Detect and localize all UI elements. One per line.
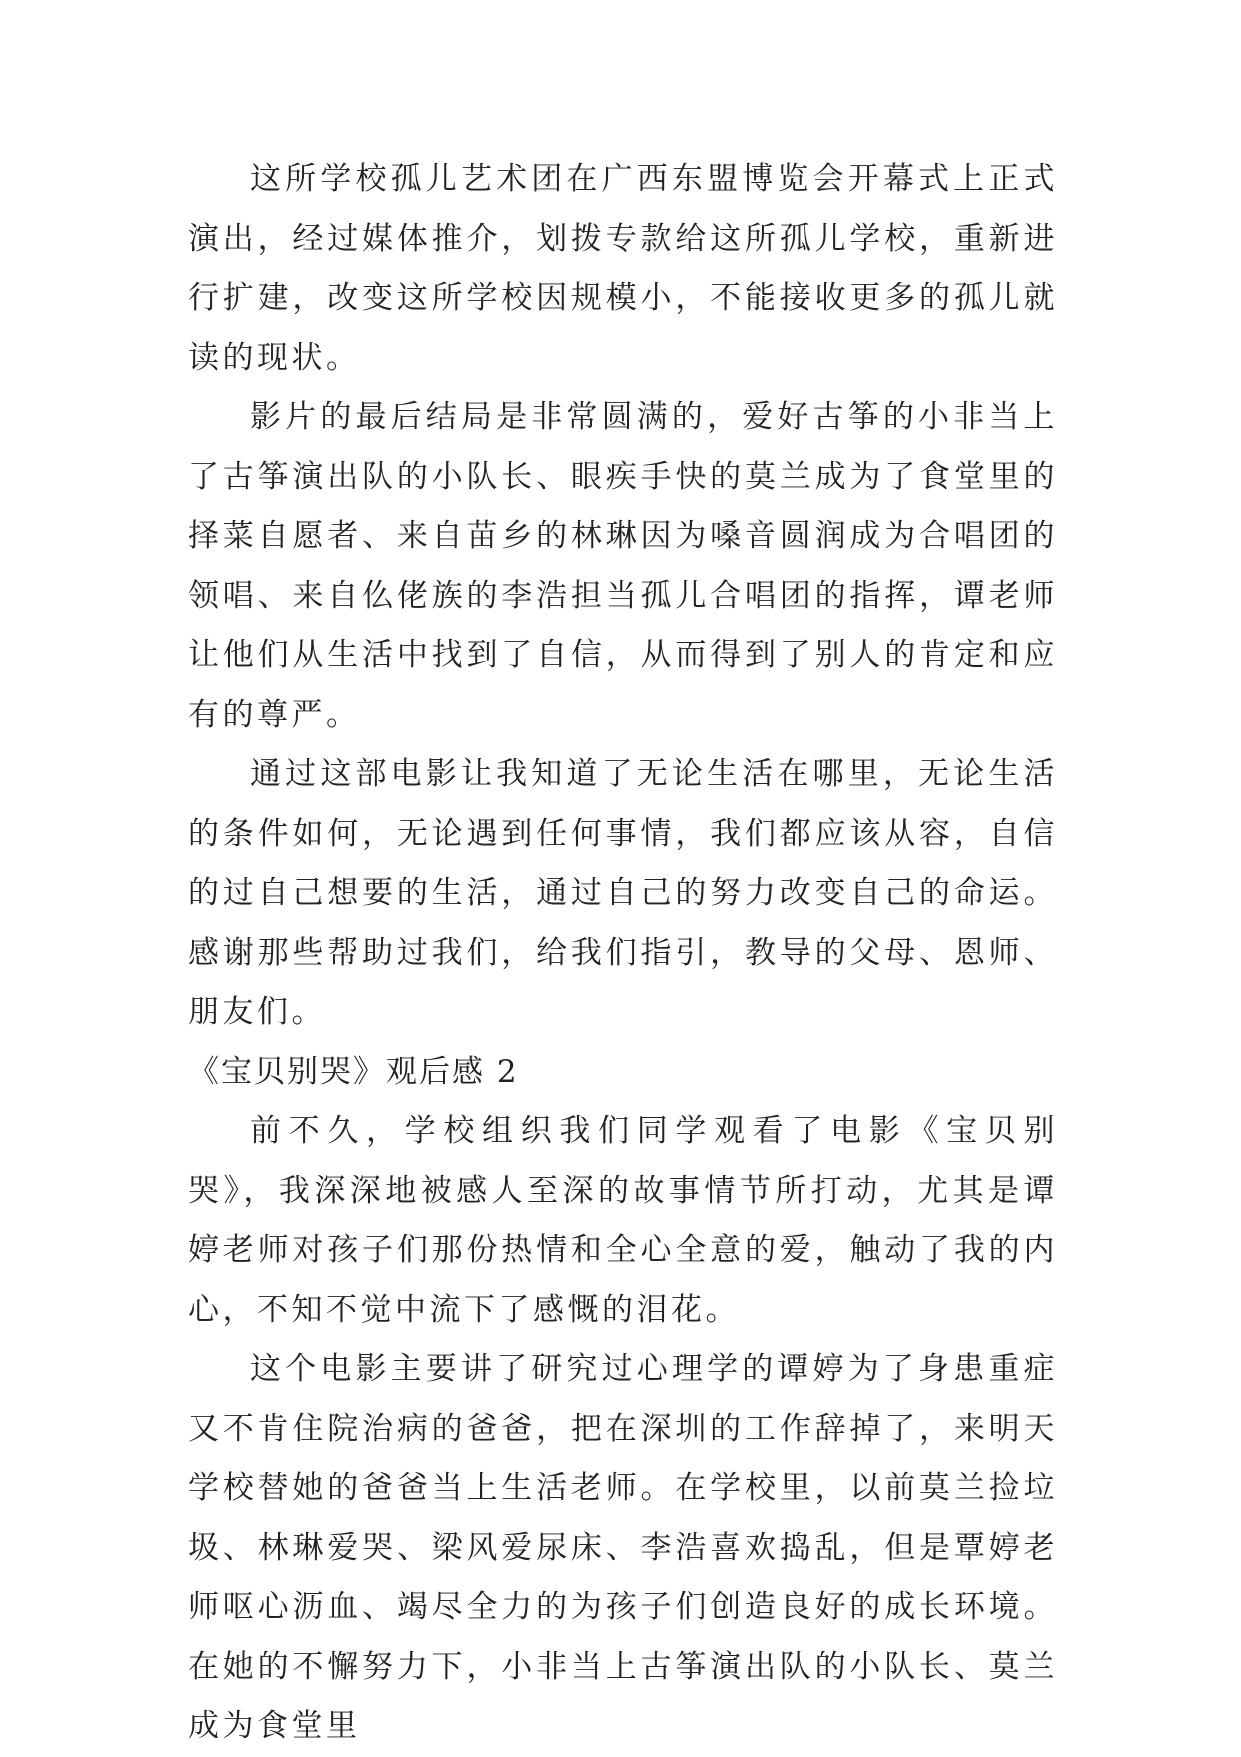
paragraph: 这所学校孤儿艺术团在广西东盟博览会开幕式上正式演出，经过媒体推介，划拨专款给这所孤儿学校，重新进行扩建，改变这所学校因规模小，不能接收更多的孤儿就读的现状。 (188, 161, 1058, 376)
document-body (188, 150, 1058, 1757)
section-heading: 《宝贝别哭》观后感 2 (188, 1053, 519, 1090)
paragraph: 这个电影主要讲了研究过心理学的谭婷为了身患重症又不肯住院治病的爸爸，把在深圳的工作辞掉了，来明天学校替她的爸爸当上生活老师。在学校里，以前莫兰捡垃圾、林琳爱哭、梁风爱尿床、李浩喜欢捣乱，但是覃婷老师呕心沥血、竭尽全力的为孩子们创造良好的成长环境。在她的不懈努力下，小非当上古筝演出队的小队长、莫兰成为食堂里 (188, 1351, 1058, 1744)
paragraph: 通过这部电影让我知道了无论生活在哪里，无论生活的条件如何，无论遇到任何事情，我们都应该从容，自信的过自己想要的生活，通过自己的努力改变自己的命运。感谢那些帮助过我们，给我们指引，教导的父母、恩师、朋友们。 (188, 756, 1058, 1030)
paragraph: 影片的最后结局是非常圆满的，爱好古筝的小非当上了古筝演出队的小队长、眼疾手快的莫兰成为了食堂里的择菜自愿者、来自苗乡的林琳因为嗓音圆润成为合唱团的领唱、来自仫佬族的李浩担当孤儿合唱团的指挥，谭老师让他们从生活中找到了自信，从而得到了别人的肯定和应有的尊严。 (188, 399, 1058, 733)
paragraph: 前不久，学校组织我们同学观看了电影《宝贝别哭》，我深深地被感人至深的故事情节所打动，尤其是谭婷老师对孩子们那份热情和全心全意的爱，触动了我的内心，不知不觉中流下了感慨的泪花。 (188, 1113, 1058, 1328)
